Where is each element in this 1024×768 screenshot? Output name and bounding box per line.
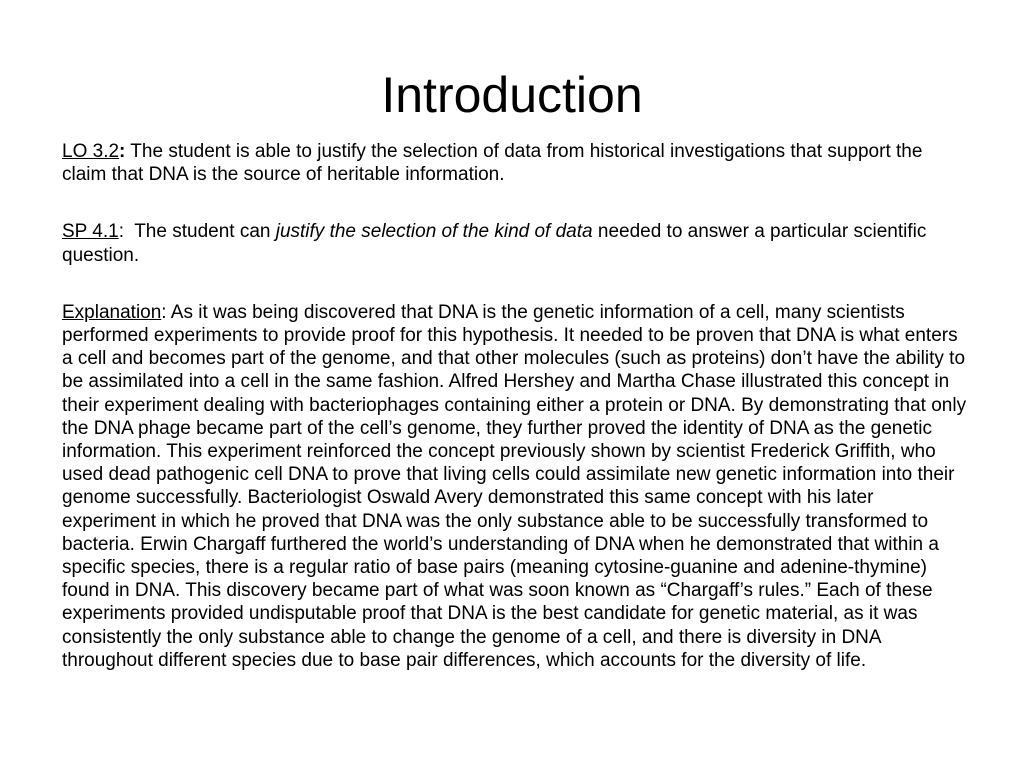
slide-title: Introduction <box>381 67 643 123</box>
science-practice-paragraph <box>62 220 967 266</box>
science-practice-colon: : <box>118 221 124 243</box>
science-practice-label: SP 4.1 <box>62 221 119 243</box>
learning-objective-label: LO 3.2 <box>62 141 120 162</box>
science-practice-text-before: The student can <box>123 221 276 243</box>
explanation-label: Explanation <box>62 301 162 323</box>
science-practice-text-italic: justify the selection of the kind of data <box>275 221 593 243</box>
learning-objective-text: The student is able to justify the selection of data from historical investigations that support the claim that DNA is the source of heritable information. <box>62 141 923 186</box>
learning-objective-paragraph <box>62 140 967 186</box>
science-practice-text-after: needed to answer a particular scientific question. <box>62 221 927 266</box>
learning-objective-colon: : <box>119 141 126 162</box>
explanation-paragraph <box>62 301 967 672</box>
slide-content <box>62 140 967 672</box>
explanation-text: : As it was being discovered that DNA is the genetic information of a cell, many scientists performed experiments to provide proof for this hypothesis. It needed to be proven that DNA is what enters a cell and becomes part of the genome, and that other molecules (such as proteins) don’t have the ability to be assimilated into a cell in the same fashion. Alfred Hershey and Martha Chase illustrated this concept in their experiment dealing with bacteriophages containing either a protein or DNA. By demonstrating that only the DNA phage became part of the cell’s genome, they further proved the identity of DNA as the genetic information. This experiment reinforced the concept previously shown by scientist Frederick Griffith, who used dead pathogenic cell DNA to prove that living cells could assimilate new genetic information into their genome successfully. Bacteriologist Oswald Avery demonstrated this same concept with his later experiment in which he proved that DNA was the only substance able to be successfully transformed to bacteria. Erwin Chargaff furthered the world’s understanding of DNA when he demonstrated that within a specific species, there is a regular ratio of base pairs (meaning cytosine-guanine and adenine-thymine) found in DNA. This discovery became part of what was soon known as “Chargaff’s rules.” Each of these experiments provided undisputable proof that DNA is the best candidate for genetic material, as it was consistently the only substance able to change the genome of a cell, and there is diversity in DNA throughout different species due to base pair differences, which accounts for the diversity of life. <box>62 301 967 671</box>
